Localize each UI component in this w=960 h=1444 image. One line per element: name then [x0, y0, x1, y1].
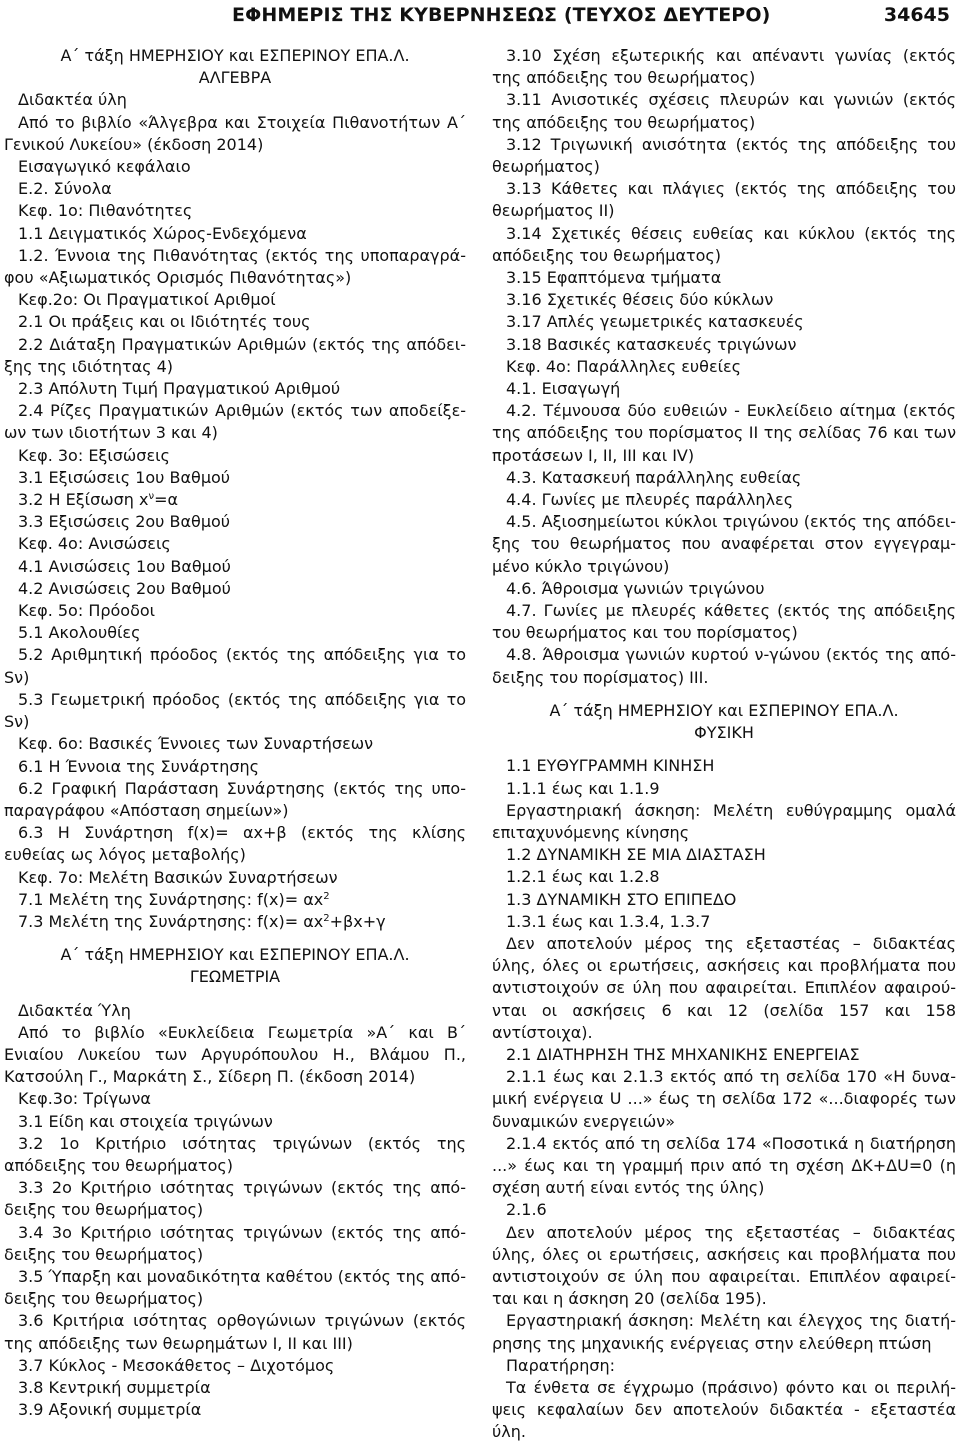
right-column-paragraph: 4.4. Γωνίες με πλευρές παράλληλες — [506, 490, 794, 510]
right-column-paragraph: 2.1.4 εκτός από τη σελίδα 174 «Ποσοτικά η διατήρηση ...» έως και τη γραμμή πριν από τη σχέση ΔΚ+ΔU=0 (η σχέση αυτή είναι εντός της ύλης) — [492, 1133, 956, 1198]
left-column-paragraph: Κεφ. 7ο: Μελέτη Βασικών Συναρτήσεων — [18, 867, 338, 887]
left-column-paragraph: 3.2 1ο Κριτήριο ισότητας τριγώνων (εκτός της απόδειξης του θεωρήματος) — [4, 1133, 466, 1175]
left-column-paragraph: 2.2 Διάταξη Πραγματικών Αριθμών (εκτός της απόδειξης της ιδιότητας 4) — [4, 334, 466, 376]
right-column-paragraph: 1.1.1 έως και 1.1.9 — [506, 778, 660, 798]
left-column-paragraph: ΑΛΓΕΒΡΑ — [198, 68, 272, 88]
left-column-paragraph: 3.3 Εξισώσεις 2ου Βαθμού — [18, 512, 231, 532]
right-column-paragraph: 3.14 Σχετικές θέσεις ευθείας και κύκλου (εκτός της απόδειξης του θεωρήματος) — [492, 223, 956, 265]
right-column-paragraph: 1.2 ΔΥΝΑΜΙΚΗ ΣΕ ΜΙΑ ΔΙΑΣΤΑΣΗ — [506, 845, 766, 865]
left-column-paragraph: Α΄ τάξη ΗΜΕΡΗΣΙΟΥ και ΕΣΠΕΡΙΝΟΥ ΕΠΑ.Λ. — [60, 945, 410, 965]
left-column-paragraph: Κεφ. 1ο: Πιθανότητες — [18, 201, 193, 221]
gazette-title: ΕΦΗΜΕΡΙΣ ΤΗΣ ΚΥΒΕΡΝΗΣΕΩΣ (ΤΕΥΧΟΣ ΔΕΥΤΕΡΟ) — [232, 4, 771, 26]
right-column-paragraph: 4.2. Τέμνουσα δύο ευθειών - Ευκλείδειο αίτημα (εκτός της απόδειξης του πορίσματος ΙΙ της σελίδας 76 και των προτάσεων Ι, ΙΙ, ΙΙΙ και ΙV) — [492, 401, 956, 465]
left-column — [4, 45, 466, 1421]
left-column-paragraph: 5.3 Γεωμετρική πρόοδος (εκτός της απόδειξης για το Sν) — [4, 689, 466, 732]
right-column-paragraph: 3.16 Σχετικές θέσεις δύο κύκλων — [506, 290, 774, 310]
left-column-paragraph: 3.3 2ο Κριτήριο ισότητας τριγώνων (εκτός της απόδειξης του θεωρήματος) — [4, 1178, 466, 1220]
left-column-paragraph: Κεφ.3ο: Τρίγωνα — [18, 1089, 151, 1109]
left-column-paragraph: 6.2 Γραφική Παράσταση Συνάρτησης (εκτός της υποπαραγράφου «Απόσταση σημείων») — [4, 778, 466, 820]
right-column-paragraph: 4.6. Άθροισμα γωνιών τριγώνου — [506, 578, 765, 598]
right-column-paragraph: Παρατήρηση: — [506, 1355, 616, 1375]
right-column-paragraph: 2.1.1 έως και 2.1.3 εκτός από τη σελίδα 170 «Η δυναμική ενέργεια U ...» έως τη σελίδα 172 «...διαφορές των δυναμικών ενεργειών» — [492, 1067, 956, 1131]
right-column-paragraph: Α΄ τάξη ΗΜΕΡΗΣΙΟΥ και ΕΣΠΕΡΙΝΟΥ ΕΠΑ.Λ. — [549, 700, 899, 720]
left-column-paragraph: 5.1 Ακολουθίες — [18, 623, 141, 643]
left-column-paragraph: 3.7 Κύκλος - Μεσοκάθετος – Διχοτόμος — [18, 1355, 335, 1375]
right-column-paragraph: 1.1 ΕΥΘΥΓΡΑΜΜΗ ΚΙΝΗΣΗ — [506, 756, 715, 776]
right-column-paragraph: 3.11 Ανισοτικές σχέσεις πλευρών και γωνιών (εκτός της απόδειξης του θεωρήματος) — [492, 90, 956, 132]
left-column-paragraph: Κεφ. 5ο: Πρόοδοι — [18, 601, 156, 621]
right-column-paragraph: 3.13 Κάθετες και πλάγιες (εκτός της απόδειξης του θεωρήματος ΙΙ) — [492, 179, 956, 221]
right-column-paragraph: 4.3. Κατασκευή παράλληλης ευθείας — [506, 467, 802, 487]
right-column-paragraph: 3.12 Τριγωνική ανισότητα (εκτός της απόδειξης του θεωρήματος) — [492, 134, 956, 177]
left-column-paragraph: 3.6 Κριτήρια ισότητας ορθογώνιων τριγώνων (εκτός της απόδειξης των θεωρημάτων Ι, ΙΙ και ΙΙΙ) — [4, 1311, 466, 1353]
left-column-paragraph: 2.1 Οι πράξεις και οι Ιδιότητές τους — [18, 312, 311, 332]
left-column-paragraph: 4.1 Ανισώσεις 1ου Βαθμού — [18, 556, 231, 576]
right-column-paragraph: Τα ένθετα σε έγχρωμο (πράσινο) φόντο και οι περιλήψεις κεφαλαίων δεν αποτελούν διδακτέα - εξεταστέα ύλη. — [492, 1377, 956, 1442]
right-column-paragraph: Εργαστηριακή άσκηση: Μελέτη ευθύγραμμης ομαλά επιταχυνόμενης κίνησης — [492, 800, 956, 842]
right-column-paragraph: 4.5. Αξιοσημείωτοι κύκλοι τριγώνου (εκτός της απόδειξης του θεωρήματος που αναφέρεται στον εγγεγραμμένο κύκλο τριγώνου) — [492, 512, 956, 576]
page-number: 34645 — [883, 4, 950, 26]
right-column-paragraph: 1.3.1 έως και 1.3.4, 1.3.7 — [506, 911, 711, 931]
left-column-paragraph: Ε.2. Σύνολα — [18, 179, 112, 199]
right-column-paragraph: Κεφ. 4ο: Παράλληλες ευθείες — [506, 356, 742, 376]
left-column-paragraph: Κεφ. 6ο: Βασικές Έννοιες των Συναρτήσεων — [18, 734, 374, 754]
right-column-paragraph: 3.17 Απλές γεωμετρικές κατασκευές — [506, 312, 804, 332]
right-column-paragraph: Εργαστηριακή άσκηση: Μελέτη και έλεγχος της διατήρησης της μηχανικής ενέργειας στην ελεύθερη πτώση — [492, 1311, 956, 1353]
left-column-paragraph: Από το βιβλίο «Άλγεβρα και Στοιχεία Πιθανοτήτων Α΄ Γενικού Λυκείου» (έκδοση 2014) — [4, 112, 466, 154]
left-column-paragraph: 3.4 3ο Κριτήριο ισότητας τριγώνων (εκτός της απόδειξης του θεωρήματος) — [4, 1222, 466, 1264]
left-column-paragraph: 3.8 Κεντρική συμμετρία — [18, 1377, 211, 1397]
right-column-paragraph: 2.1 ΔΙΑΤΗΡΗΣΗ ΤΗΣ ΜΗΧΑΝΙΚΗΣ ΕΝΕΡΓΕΙΑΣ — [506, 1044, 860, 1064]
left-column-paragraph: 4.2 Ανισώσεις 2ου Βαθμού — [18, 578, 231, 598]
left-column-paragraph: Διδακτέα ύλη — [18, 90, 127, 110]
right-column-paragraph: Δεν αποτελούν μέρος της εξεταστέας – διδακτέας ύλης, όλες οι ερωτήσεις, ασκήσεις και προβλήματα που αντιστοιχούν σε ύλη που αφαιρείται. Επιπλέον αφαιρείται και η άσκηση 20 (σελίδα 195). — [492, 1222, 956, 1309]
left-column-paragraph: 6.1 Η Έννοια της Συνάρτησης — [18, 756, 259, 776]
page-header — [0, 0, 960, 40]
left-column-paragraph: Κεφ.2ο: Οι Πραγματικοί Αριθμοί — [18, 290, 276, 310]
left-column-paragraph: 3.5 Ύπαρξη και μοναδικότητα καθέτου (εκτός της απόδειξης του θεωρήματος) — [4, 1266, 466, 1309]
right-column-paragraph: 4.8. Άθροισμα γωνιών κυρτού ν-γώνου (εκτός της απόδειξης του πορίσματος) ΙΙΙ. — [492, 645, 956, 687]
left-column-paragraph: 3.1 Είδη και στοιχεία τριγώνων — [18, 1111, 273, 1131]
right-column-paragraph: 3.15 Εφαπτόμενα τμήματα — [506, 268, 722, 288]
left-column-paragraph: Κεφ. 3ο: Εξισώσεις — [18, 445, 170, 465]
right-column-paragraph: Δεν αποτελούν μέρος της εξεταστέας – διδακτέας ύλης, όλες οι ερωτήσεις, ασκήσεις και προβλήματα που αντιστοιχούν σε ύλη που αφαιρείται. Επιπλέον αφαιρούνται οι ασκήσεις 6 και 12 (σελίδα 157 και 158 αντίστοιχα). — [492, 933, 956, 1042]
right-column-paragraph: 2.1.6 — [506, 1200, 547, 1220]
right-column-paragraph: 1.3 ΔΥΝΑΜΙΚΗ ΣΤΟ ΕΠΙΠΕΔΟ — [506, 889, 737, 909]
left-column-paragraph: Α΄ τάξη ΗΜΕΡΗΣΙΟΥ και ΕΣΠΕΡΙΝΟΥ ΕΠΑ.Λ. — [60, 46, 410, 65]
left-column-paragraph: 2.4 Ρίζες Πραγματικών Αριθμών (εκτός των αποδείξεων των ιδιοτήτων 3 και 4) — [4, 401, 466, 443]
left-column-paragraph: Διδακτέα Ύλη — [18, 1000, 131, 1020]
left-column-paragraph: 7.3 Μελέτη της Συνάρτησης: $f(x)= \alpha x^2+\beta x+\gamma$ — [18, 911, 386, 931]
right-column-paragraph: 1.2.1 έως και 1.2.8 — [506, 867, 660, 887]
left-column-paragraph: 3.9 Αξονική συμμετρία — [18, 1400, 202, 1420]
left-column-paragraph: Εισαγωγικό κεφάλαιο — [18, 157, 191, 177]
left-column-paragraph: 3.2 Η Εξίσωση $x^\nu=\alpha$ — [18, 490, 179, 510]
left-column-paragraph: 1.1 Δειγματικός Χώρος-Ενδεχόμενα — [18, 223, 307, 243]
left-column-paragraph: 7.1 Μελέτη της Συνάρτησης: $f(x)= \alpha x^2$ — [18, 889, 330, 909]
left-column-paragraph: Από το βιβλίο «Ευκλείδεια Γεωμετρία »Α΄ και Β΄ Ενιαίου Λυκείου των Αργυρόπουλου Η., Βλάμου Π., Κατσούλη Γ., Μαρκάτη Σ., Σίδερη Π. (έκδοση 2014) — [4, 1022, 466, 1087]
right-column-paragraph: 4.1. Εισαγωγή — [506, 379, 621, 399]
left-column-paragraph: 6.3 Η Συνάρτηση f(x)= αx+β (εκτός της κλίσης ευθείας ως λόγος μεταβολής) — [4, 823, 466, 865]
left-column-paragraph: 2.3 Απόλυτη Τιμή Πραγματικού Αριθμού — [18, 379, 341, 399]
right-column — [492, 45, 956, 1444]
right-column-paragraph: 4.7. Γωνίες με πλευρές κάθετες (εκτός της απόδειξης του θεωρήματος και του πορίσματος) — [492, 601, 956, 643]
right-column-paragraph: 3.10 Σχέση εξωτερικής και απέναντι γωνίας (εκτός της απόδειξης του θεωρήματος) — [492, 46, 956, 88]
left-column-paragraph: Κεφ. 4ο: Ανισώσεις — [18, 534, 171, 554]
right-column-paragraph: ΦΥΣΙΚΗ — [694, 723, 754, 743]
left-column-paragraph: 3.1 Εξισώσεις 1ου Βαθμού — [18, 467, 231, 487]
left-column-paragraph: 1.2. Έννοια της Πιθανότητας (εκτός της υποπαραγράφου «Αξιωματικός Ορισμός Πιθανότητας») — [4, 245, 466, 288]
left-column-paragraph: ΓΕΩΜΕΤΡΙΑ — [189, 967, 281, 987]
right-column-paragraph: 3.18 Βασικές κατασκευές τριγώνων — [506, 334, 797, 354]
left-column-paragraph: 5.2 Αριθμητική πρόοδος (εκτός της απόδειξης για το Sν) — [4, 645, 466, 687]
